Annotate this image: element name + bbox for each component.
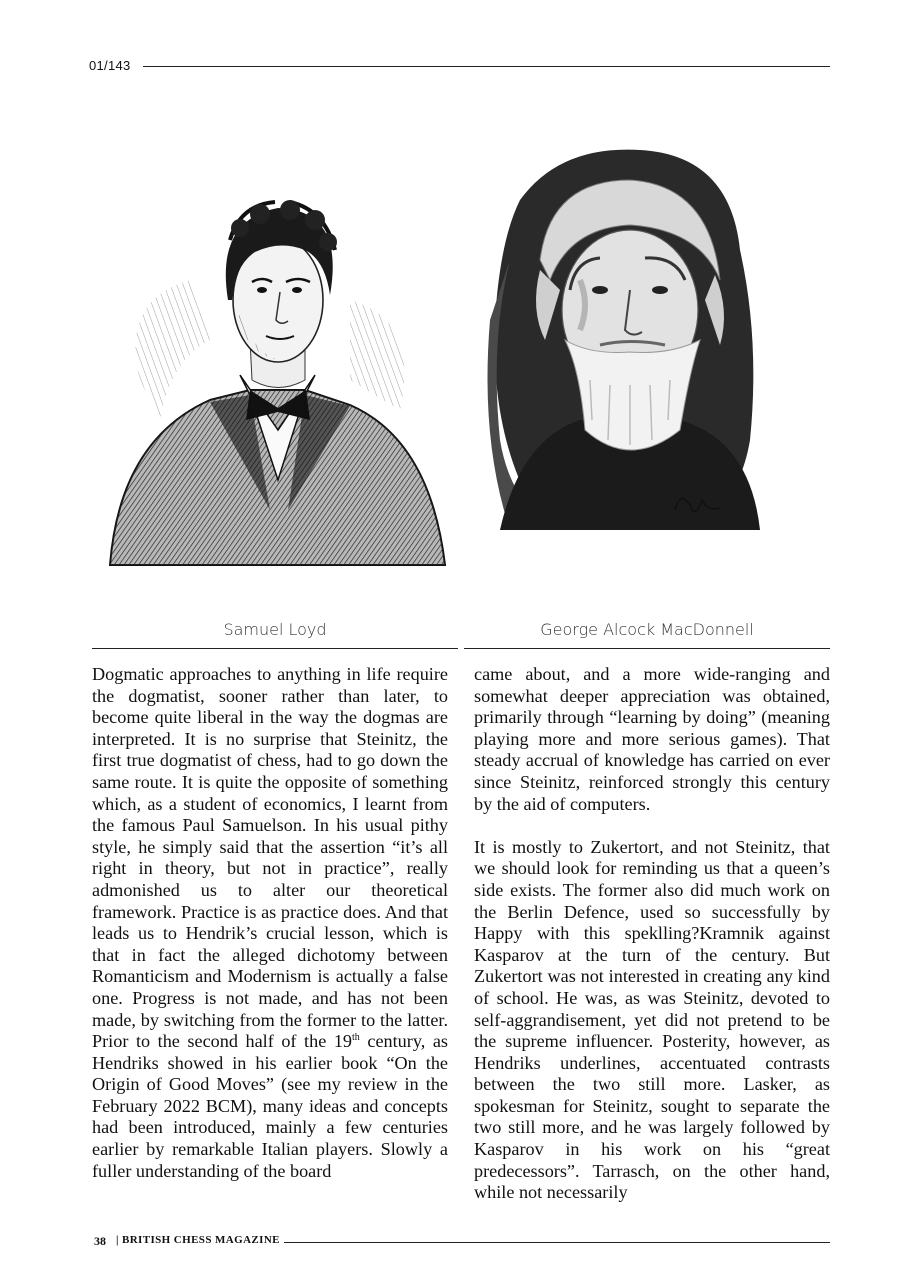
header-rule (143, 66, 830, 67)
section-code: 01/143 (89, 58, 131, 73)
superscript: th (352, 1032, 360, 1044)
caption-rule-left (92, 648, 458, 649)
article-paragraph: came about, and a more wide-ranging and somewhat deeper appreciation was obtained, primarily through “learning by doing” (meaning playing more and more serious games). That steady accrual of knowledge has carried on ever since Steinitz, reinforced strongly this century by the aid of computers. (474, 664, 830, 814)
paragraph-text: century, as Hendriks showed in his earlier book “On the Origin of Good Moves” (see my review in the February 2022 BCM), many ideas and concepts had been introduced, mainly a few centuries earlier by remarkable Italian players. Slowly a fuller understanding of the board (92, 1031, 448, 1181)
article-paragraph: It is mostly to Zukertort, and not Steinitz, that we should look for reminding us that a queen’s side exists. The former also did much work on the Berlin Defence, used so successfully by Happy with this speklling?Kramnik against Kasparov at the turn of the century. But Zukertort was not interested in creating any kind of school. He was, as was Steinitz, devoted to self-aggrandisement, yet did not pretend to be the supreme influencer. Posterity, however, as Hendriks underlines, accentuated contrasts between the two still more. Lasker, as spokesman for Steinitz, sought to separate the two still more, and he was largely followed by Kasparov in his work on his “great predecessors”. Tarrasch, on the other hand, while not necessarily (474, 836, 830, 1203)
caption-rule-right (464, 648, 830, 649)
page-number: 38 (94, 1234, 106, 1248)
article-column-left (92, 664, 448, 1182)
portrait-samuel-loyd (100, 180, 455, 575)
caption-george-alcock-macdonnell: George Alcock MacDonnell (540, 620, 754, 639)
article-paragraph (92, 664, 448, 1182)
caption-samuel-loyd: Samuel Loyd (223, 620, 327, 639)
magazine-name: | BRITISH CHESS MAGAZINE (116, 1234, 280, 1246)
paragraph-text: Dogmatic approaches to anything in life require the dogmatist, sooner rather than later, to become quite liberal in the way the dogmas are interpreted. It is no surprise that Steinitz, the first true dogmatist of chess, had to go down the same route. It is quite the opposite of something which, as a student of economics, I learnt from the famous Paul Samuelson. In his usual pithy style, he simply said that the assertion “it’s all right in theory, but not in practice”, really admonished us to alter our theoretical framework. Practice is as practice does. And that leads us to Hendrik’s crucial lesson, which is that in fact the alleged dichotomy between Romanticism and Modernism is actually a false one. Progress is not made, and has not been made, by switching from the former to the latter. Prior to the second half of the 19 (92, 664, 448, 1052)
footer-rule (284, 1242, 830, 1243)
portrait-george-alcock-macdonnell (480, 140, 780, 580)
article-column-right (474, 664, 830, 1204)
